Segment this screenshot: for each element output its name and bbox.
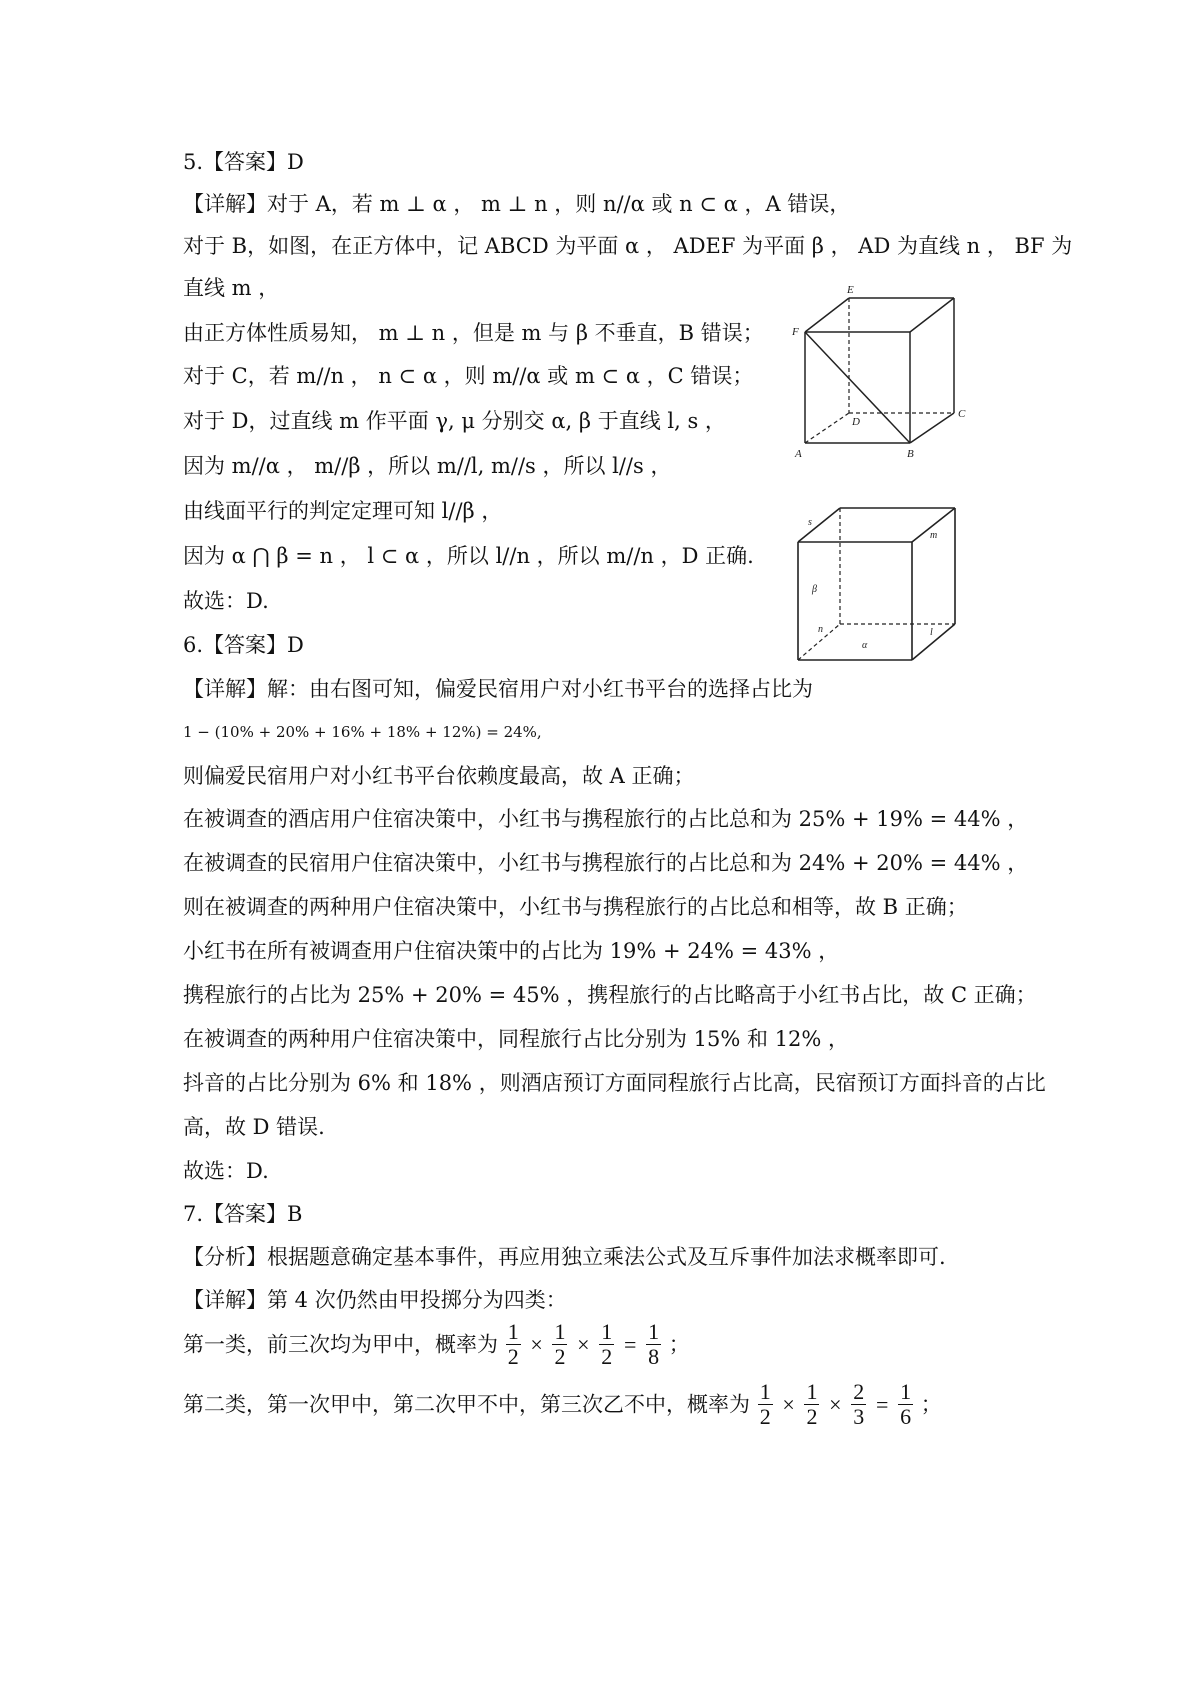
label-m: m (930, 530, 938, 541)
q7-case-2: 第二类，第一次甲中，第二次甲不中，第三次乙不中，概率为 $\frac{1}{2}$ × $\frac{1}{2}$ × $\frac{2}{3}$ = $\frac{1}{6}$ ； (183, 1379, 942, 1429)
label-beta: β (812, 584, 817, 595)
q6-line-5: 在被调查的民宿用户住宿决策中，小红书与携程旅行的占比总和为 24% + 20% = 44% ， (183, 851, 1029, 875)
label-n: n (818, 624, 823, 635)
fraction: $\frac{1}{2}$ (759, 1379, 771, 1429)
label-D: D (852, 416, 860, 428)
q5-line-5: 对于 C，若 m//n ， n ⊂ α ，则 m//α 或 m ⊂ α ，C 错误； (183, 364, 754, 388)
q6-line-9: 在被调查的两种用户住宿决策中，同程旅行占比分别为 15% 和 12% ， (183, 1027, 850, 1051)
q7-case-1: 第一类，前三次均为甲中，概率为 $\frac{1}{2}$ × $\frac{1}{2}$ × $\frac{1}{2}$ = $\frac{1}{8}$ ； (183, 1319, 690, 1369)
q5-line-2: 对于 B，如图，在正方体中，记 ABCD 为平面 α ， ADEF 为平面 β ， AD 为直线 n ， BF 为 (183, 234, 1073, 258)
q5-line-9: 因为 α ⋂ β = n ， l ⊂ α ，所以 l//n ，所以 m//n ，D 正确. (183, 544, 754, 568)
label-E: E (847, 284, 854, 296)
fraction: $\frac{1}{2}$ (554, 1319, 566, 1369)
label-B: B (907, 448, 914, 460)
q6-line-7: 小红书在所有被调查用户住宿决策中的占比为 19% + 24% = 43% ， (183, 939, 840, 963)
q7-line-1: 【分析】根据题意确定基本事件，再应用独立乘法公式及互斥事件加法求概率即可. (183, 1245, 946, 1269)
fraction: $\frac{1}{2}$ (806, 1379, 818, 1429)
q6-answer: 6.【答案】D (183, 633, 304, 657)
q6-line-2: 1 − (10% + 20% + 16% + 18% + 12%) = 24%, (183, 723, 542, 741)
q5-line-6: 对于 D，过直线 m 作平面 γ, μ 分别交 α, β 于直线 l, s ， (183, 409, 726, 433)
q5-answer: 5.【答案】D (183, 150, 304, 174)
cube-figure-2 (790, 500, 970, 665)
q6-line-11: 高，故 D 错误. (183, 1115, 325, 1139)
q5-line-1: 【详解】对于 A，若 m ⊥ α ， m ⊥ n ，则 n//α 或 n ⊂ α ，A 错误， (183, 192, 851, 216)
label-A: A (795, 448, 802, 460)
fraction: $\frac{1}{2}$ (507, 1319, 519, 1369)
q5-line-8: 由线面平行的判定定理可知 l//β ， (183, 499, 503, 523)
fraction: $\frac{1}{8}$ (648, 1319, 660, 1369)
q6-line-4: 在被调查的酒店用户住宿决策中，小红书与携程旅行的占比总和为 25% + 19% = 44% ， (183, 807, 1029, 831)
q6-line-12: 故选：D. (183, 1159, 269, 1183)
label-s: s (808, 517, 812, 528)
q5-line-3: 直线 m ， (183, 276, 280, 300)
fraction: $\frac{1}{2}$ (601, 1319, 613, 1369)
q6-line-8: 携程旅行的占比为 25% + 20% = 45% ，携程旅行的占比略高于小红书占比，故 C 正确； (183, 983, 1037, 1007)
q6-line-6: 则在被调查的两种用户住宿决策中，小红书与携程旅行的占比总和相等，故 B 正确； (183, 895, 968, 919)
cube-figure-1 (790, 284, 990, 470)
fraction: $\frac{1}{6}$ (900, 1379, 912, 1429)
q7-case-2-text: 第二类，第一次甲中，第二次甲不中，第三次乙不中，概率为 (183, 1392, 750, 1417)
q6-line-3: 则偏爱民宿用户对小红书平台依赖度最高，故 A 正确； (183, 764, 695, 788)
q6-line-10: 抖音的占比分别为 6% 和 18% ，则酒店预订方面同程旅行占比高，民宿预订方面抖音的占比 (183, 1071, 1046, 1095)
label-alpha: α (862, 640, 868, 651)
q5-line-7: 因为 m//α ， m//β ，所以 m//l, m//s ，所以 l//s ， (183, 454, 672, 478)
q5-line-10: 故选：D. (183, 589, 269, 613)
q5-line-4: 由正方体性质易知， m ⊥ n ，但是 m 与 β 不垂直，B 错误； (183, 321, 764, 345)
q7-case-1-text: 第一类，前三次均为甲中，概率为 (183, 1332, 498, 1357)
label-C: C (958, 408, 966, 420)
fraction: $\frac{2}{3}$ (853, 1379, 865, 1429)
q7-answer: 7.【答案】B (183, 1202, 303, 1226)
q6-line-1: 【详解】解：由右图可知，偏爱民宿用户对小红书平台的选择占比为 (183, 677, 813, 701)
q7-line-2: 【详解】第 4 次仍然由甲投掷分为四类： (183, 1288, 567, 1312)
label-l: l (930, 627, 933, 638)
label-F: F (792, 326, 799, 338)
